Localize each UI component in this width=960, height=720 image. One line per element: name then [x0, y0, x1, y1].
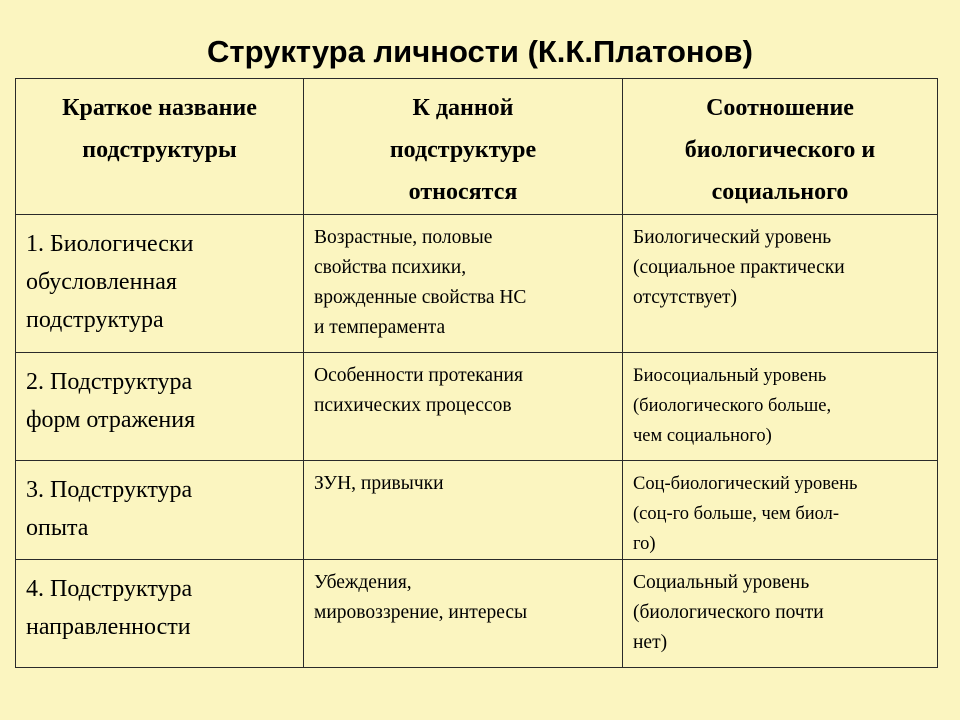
- table-header-row: [16, 79, 938, 215]
- related-items-cell: ЗУН, привычки: [304, 461, 623, 560]
- header-related-items: К данной подструктуре относятся: [304, 79, 623, 215]
- substructure-name-cell: 4. Подструктура направленности: [16, 560, 304, 668]
- substructure-name-cell: 2. Подструктура форм отражения: [16, 353, 304, 461]
- header-bio-social-ratio: Соотношение биологического и социального: [623, 79, 938, 215]
- personality-structure-table: [15, 78, 938, 668]
- related-items-cell: Особенности протекания психических процессов: [304, 353, 623, 461]
- table-row: [16, 353, 938, 461]
- substructure-name-cell: 1. Биологически обусловленная подструктура: [16, 215, 304, 353]
- bio-social-ratio-cell: Биосоциальный уровень (биологического больше, чем социального): [623, 353, 938, 461]
- header-substructure-name: Краткое название подструктуры: [16, 79, 304, 215]
- substructure-name-cell: 3. Подструктура опыта: [16, 461, 304, 560]
- related-items-cell: Убеждения, мировоззрение, интересы: [304, 560, 623, 668]
- bio-social-ratio-cell: Соц-биологический уровень (соц-го больше, чем биол- го): [623, 461, 938, 560]
- table-row: [16, 560, 938, 668]
- table-row: [16, 461, 938, 560]
- personality-structure-table-container: [15, 78, 937, 668]
- related-items-cell: Возрастные, половые свойства психики, врожденные свойства НС и темперамента: [304, 215, 623, 353]
- page-title: Структура личности (К.К.Платонов): [207, 34, 753, 69]
- bio-social-ratio-cell: Биологический уровень (социальное практически отсутствует): [623, 215, 938, 353]
- table-row: [16, 215, 938, 353]
- bio-social-ratio-cell: Социальный уровень (биологического почти нет): [623, 560, 938, 668]
